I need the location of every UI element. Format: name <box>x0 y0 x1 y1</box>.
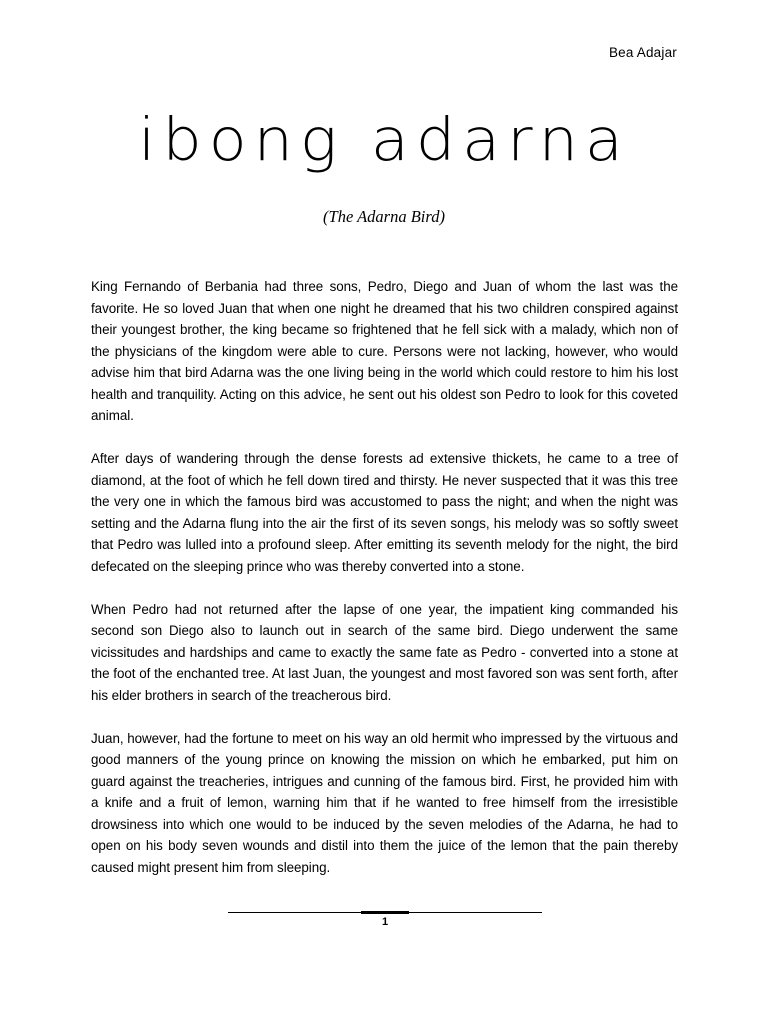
paragraph: Juan, however, had the fortune to meet on his way an old hermit who impressed by the virtuous and good manners of the young prince on knowing the mission on which he embarked, put him on guard against the treacheries, intrigues and cunning of the famous bird. First, he provided him with a knife and a fruit of lemon, warning him that if he wanted to free himself from the irresistible drowsiness into which one would to be induced by the seven melodies of the Adarna, he had to open on his body seven wounds and distil into them the juice of the lemon that the pain thereby caused might present him from sleeping. <box>91 730 678 875</box>
document-subtitle: (The Adarna Bird) <box>323 207 445 226</box>
author-name: Bea Adajar <box>608 45 677 60</box>
footer-page-mark <box>361 911 409 914</box>
document-title: ibong adarna <box>138 104 630 175</box>
story-body <box>91 276 678 900</box>
page-number: 1 <box>381 916 389 928</box>
paragraph: When Pedro had not returned after the lapse of one year, the impatient king commanded his second son Diego also to launch out in search of the same bird. Diego underwent the same vicissitudes and hardships and came to exactly the same fate as Pedro - converted into a stone at the foot of the enchanted tree. At last Juan, the youngest and most favored son was sent forth, after his elder brothers in search of the treacherous bird. <box>91 601 678 703</box>
paragraph: King Fernando of Berbania had three sons, Pedro, Diego and Juan of whom the last was the favorite. He so loved Juan that when one night he dreamed that his two children conspired against their youngest brother, the king became so frightened that he fell sick with a malady, which non of the physicians of the kingdom were able to cure. Persons were not lacking, however, who would advise him that bird Adarna was the one living being in the world which could restore to him his lost health and tranquility. Acting on this advice, he sent out his oldest son Pedro to look for this coveted animal. <box>91 279 678 423</box>
paragraph: After days of wandering through the dense forests ad extensive thickets, he came to a tree of diamond, at the foot of which he fell down tired and thirsty. He never suspected that it was this tree the very one in which the famous bird was accustomed to pass the night; and when the night was setting and the Adarna flung into the air the first of its seven songs, his melody was so softly sweet that Pedro was lulled into a profound sleep. After emitting its seventh melody for the night, the bird defecated on the sleeping prince who was thereby converted into a stone. <box>91 451 678 574</box>
